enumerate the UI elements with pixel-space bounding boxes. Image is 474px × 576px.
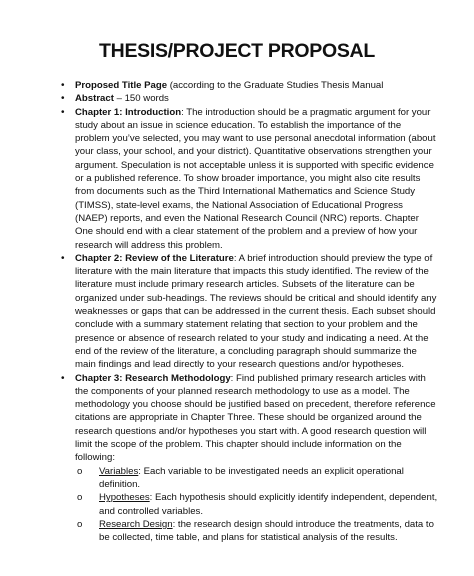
subitem-label: Research Design [99, 518, 173, 530]
subitem-label: Hypotheses [99, 492, 150, 504]
item-text: – 150 words [113, 93, 169, 105]
chapter-list [58, 79, 438, 544]
sublist-item-variables [75, 465, 438, 492]
item-label: Chapter 2: Review of the Literature [75, 252, 234, 264]
document-title: THESIS/PROJECT PROPOSAL [99, 40, 375, 62]
subitem-label: Variables [99, 465, 139, 477]
item-text: : The introduction should be a pragmatic argument for your study about an issue in science education. To establish the importance of the problem you’ve selected, you may want to use personal anecdotal information (about your class, your school, and your district). Quantitative observations strengthen your argument. Speculation is not acceptable unless it is supported with specific evidence or a published reference. To show broader importance, you might also cite results from documents such as the Third International Mathematics and Science Study (TIMSS), state-level exams, the National Association of Educational Progress (NAEP) reports, and even the National Research Council (NRC) reports. Chapter One should end with a clear statement of the problem and a preview of how your research will address this problem. [75, 106, 436, 251]
list-item-chapter-1 [58, 106, 438, 252]
subitem-text: : Each hypothesis should explicitly identify independent, dependent, and controlled variables. [99, 492, 438, 517]
list-item-title-page [58, 79, 438, 92]
subitem-text: : Each variable to be investigated needs an explicit operational definition. [99, 465, 404, 490]
item-label: Proposed Title Page [75, 80, 168, 91]
list-item-abstract [58, 92, 438, 105]
item-text: (according to the Graduate Studies Thesis Manual [167, 80, 384, 91]
sublist-item-research-design [75, 518, 438, 545]
subitem-text: : the research design should introduce the treatments, data to be collected, time table, and plans for statistical analysis of the results. [99, 518, 434, 544]
item-label: Abstract [75, 93, 114, 105]
item-text: : A brief introduction should preview the type of literature with the main literature that impacts this study identified. The review of the literature must include primary research articles. Subsets of the literature can be organized under sub-headings. The reviews should be critical and should identify any weaknesses or gaps that can be addressed in the current thesis. Each subset should conclude with a summary statement relating that section to your problem and the presence or absence of research related to your study and indicating a need. At the end of the review of the literature, a concluding paragraph should summarize the main findings and lead directly to your research questions and/or hypotheses. [75, 252, 437, 371]
item-label: Chapter 3: Research Methodology [75, 372, 231, 384]
document-body [58, 79, 438, 544]
item-label: Chapter 1: Introduction [75, 106, 182, 118]
sublist-item-hypotheses [75, 491, 438, 518]
list-item-chapter-3 [58, 372, 438, 545]
item-text: : Find published primary research articles with the components of your planned research methodology to use as a model. The methodology you choose should be justified based on precedent, therefore reference citations are appropriate in Chapter Three. These should be organized around the research questions and/or hypotheses you start with. A good research question will limit the scope of the problem. This chapter should include information on the following: [75, 372, 436, 464]
methodology-sublist [75, 465, 438, 545]
list-item-chapter-2 [58, 252, 438, 372]
